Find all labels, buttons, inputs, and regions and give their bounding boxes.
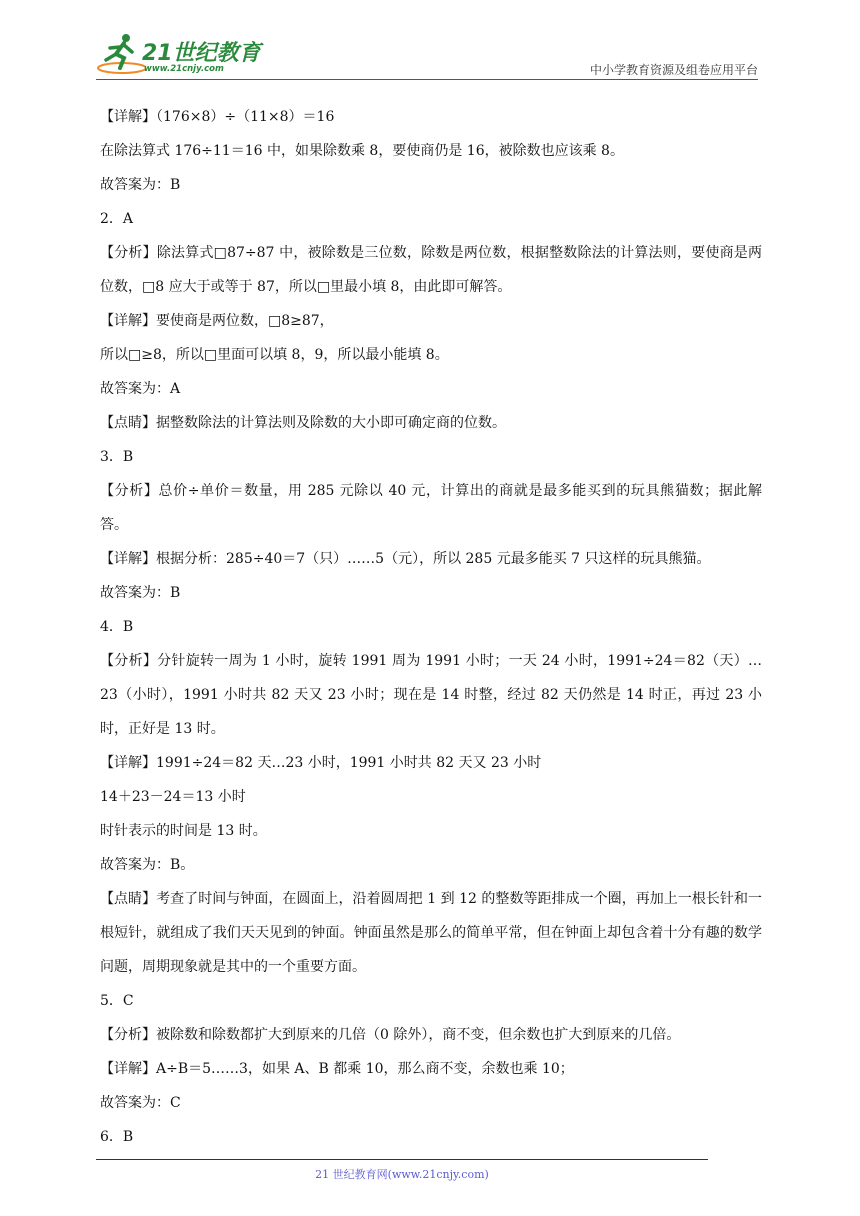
page-header [96, 30, 758, 78]
text-line: 【详解】根据分析：285÷40＝7（只）……5（元），所以 285 元最多能买 7 只这样的玩具熊猫。 [100, 551, 711, 567]
logo-url: www.21cnjy.com [144, 64, 224, 74]
text-line: 故答案为：B [100, 585, 181, 601]
note-paragraph: 【点睛】考查了时间与钟面，在圆面上，沿着圆周把 1 到 12 的整数等距排成一个圈，再加上一根长针和一根短针，就组成了我们天天见到的钟面。钟面虽然是那么的简单平常，但在钟面上却包含着十分有趣的数学问题，周期现象就是其中的一个重要方面。 [100, 891, 762, 975]
question-number: 6．B [100, 1129, 134, 1145]
question-number: 3．B [100, 449, 134, 465]
site-logo [96, 30, 266, 76]
question-number: 2．A [100, 211, 134, 227]
text-line: 【分析】被除数和除数都扩大到原来的几倍（0 除外），商不变，但余数也扩大到原来的几倍。 [100, 1027, 681, 1043]
running-figure-icon [96, 30, 146, 76]
footer-divider [96, 1159, 708, 1160]
text-line: 【详解】1991÷24＝82 天…23 小时，1991 小时共 82 天又 23 小时 [100, 755, 542, 771]
text-line: 故答案为：B。 [100, 857, 195, 873]
text-line: 【详解】要使商是两位数，□8≥87， [100, 313, 334, 329]
text-line: 【详解】A÷B＝5……3，如果 A、B 都乘 10，那么商不变，余数也乘 10； [100, 1061, 574, 1077]
header-divider [96, 79, 758, 80]
analysis-paragraph: 【分析】除法算式□87÷87 中，被除数是三位数，除数是两位数，根据整数除法的计算法则，要使商是两位数，□8 应大于或等于 87，所以□里最小填 8，由此即可解答。 [100, 245, 762, 295]
logo-text: 21世纪教育 [142, 41, 261, 66]
text-line: 故答案为：A [100, 381, 181, 397]
text-line: 时针表示的时间是 13 时。 [100, 823, 267, 839]
answer-content [100, 100, 762, 1154]
text-line: 【点睛】据整数除法的计算法则及除数的大小即可确定商的位数。 [100, 415, 506, 431]
page-footer: 21 世纪教育网(www.21cnjy.com) [315, 1168, 489, 1181]
text-line: 故答案为：C [100, 1095, 181, 1111]
header-tagline: 中小学教育资源及组卷应用平台 [589, 63, 758, 77]
text-line: 在除法算式 176÷11＝16 中，如果除数乘 8，要使商仍是 16，被除数也应该乘 8。 [100, 143, 624, 159]
question-number: 4．B [100, 619, 134, 635]
text-line: 【详解】（176×8）÷（11×8）＝16 [100, 109, 335, 125]
analysis-paragraph: 【分析】总价÷单价＝数量，用 285 元除以 40 元，计算出的商就是最多能买到的玩具熊猫数；据此解答。 [100, 483, 762, 533]
text-line: 故答案为：B [100, 177, 181, 193]
analysis-paragraph: 【分析】分针旋转一周为 1 小时，旋转 1991 周为 1991 小时；一天 24 小时，1991÷24＝82（天）…23（小时），1991 小时共 82 天又 23 小时；现在是 14 时整，经过 82 天仍然是 14 时正，再过 23 小时，正好是 13 时。 [100, 653, 762, 737]
question-number: 5．C [100, 993, 134, 1009]
text-line: 14＋23－24＝13 小时 [100, 789, 246, 805]
text-line: 所以□≥8，所以□里面可以填 8，9，所以最小能填 8。 [100, 347, 449, 363]
